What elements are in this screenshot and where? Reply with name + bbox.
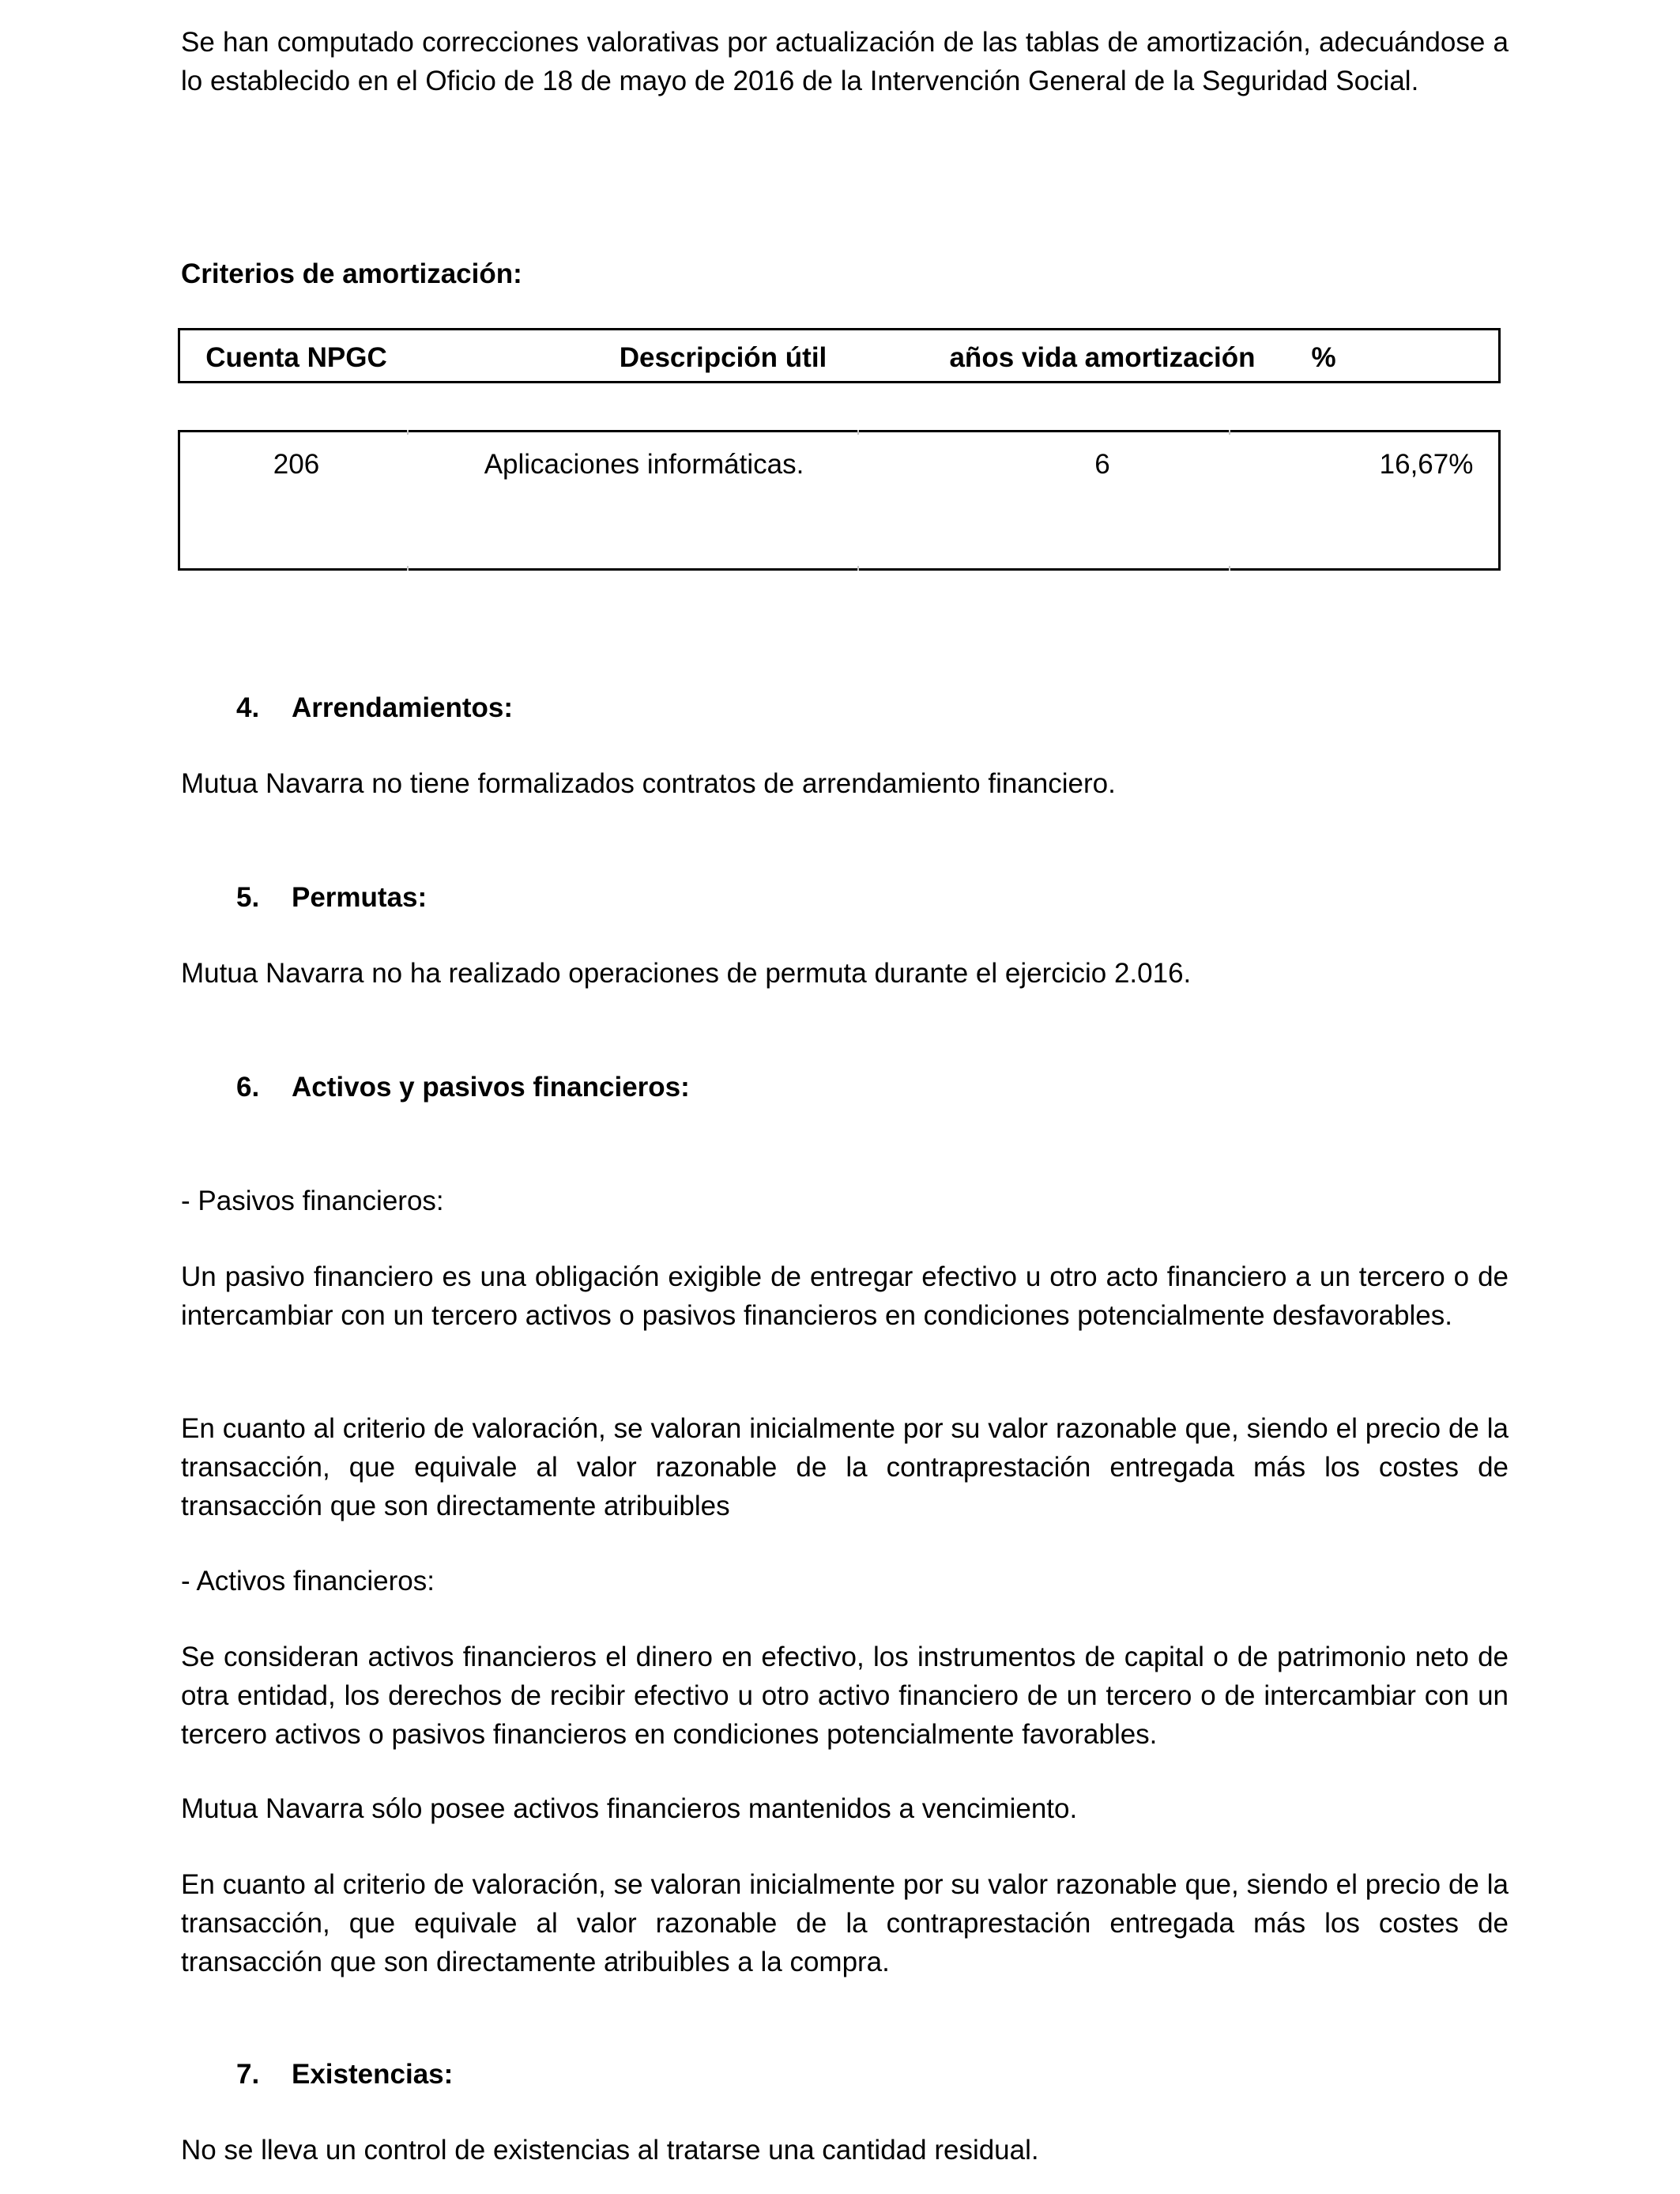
liabilities-label: - Pasivos financieros: (181, 1186, 444, 1216)
section-number: 5. (236, 882, 260, 913)
section-title: Permutas: (292, 882, 428, 913)
liabilities-valuation: En cuanto al criterio de valoración, se valoran inicialmente por su valor razonable que, siendo el precio de la transacción, que equivale al valor razonable de la contraprestación entregada más los costes de transacción que son directamente atribuibles (181, 1413, 1509, 1521)
inventory-paragraph: No se lleva un control de existencias al tratarse una cantidad residual. (181, 2135, 1039, 2166)
assets-valuation: En cuanto al criterio de valoración, se valoran inicialmente por su valor razonable que, siendo el precio de la transacción, que equivale al valor razonable de la contraprestación entregada más los costes de transacción que son directamente atribuibles a la compra. (181, 1869, 1509, 1977)
section-title: Arrendamientos: (292, 692, 514, 723)
liabilities-definition: Un pasivo financiero es una obligación exigible de entregar efectivo u otro acto financiero a un tercero o de intercambiar con un tercero activos o pasivos financieros en condiciones potencialmente desfavorables. (181, 1261, 1509, 1331)
section-heading-leases (236, 688, 947, 727)
column-divider (857, 566, 859, 571)
cell-percent: 16,67% (1379, 449, 1474, 480)
section-heading-financial (236, 1068, 947, 1106)
section-number: 7. (236, 2059, 260, 2090)
amortization-table-header (178, 328, 1501, 383)
cell-account: 206 (273, 449, 320, 480)
column-divider (1229, 566, 1230, 571)
swaps-paragraph: Mutua Navarra no ha realizado operaciones de permuta durante el ejercicio 2.016. (181, 958, 1192, 989)
header-cell-account: Cuenta NPGC (205, 342, 387, 373)
column-divider (857, 430, 859, 435)
cell-years: 6 (1094, 449, 1110, 480)
section-heading-swaps (236, 878, 947, 917)
column-divider (407, 566, 409, 571)
header-cell-percent: % (1311, 342, 1336, 373)
assets-definition: Se consideran activos financieros el dinero en efectivo, los instrumentos de capital o de patrimonio neto de otra entidad, los derechos de recibir efectivo u otro activo financiero de un tercero o de intercambiar con un tercero activos o pasivos financieros en condiciones potencialmente favorables. (181, 1642, 1509, 1750)
column-divider (407, 430, 409, 435)
amortization-title: Criterios de amortización: (181, 258, 522, 289)
amortization-table-body (178, 430, 1501, 571)
leases-paragraph: Mutua Navarra no tiene formalizados contratos de arrendamiento financiero. (181, 768, 1116, 799)
section-title: Existencias: (292, 2059, 454, 2090)
header-cell-years: años vida amortización (949, 342, 1256, 373)
section-number: 4. (236, 692, 260, 723)
column-divider (1229, 430, 1230, 435)
section-number: 6. (236, 1072, 260, 1103)
intro-paragraph: Se han computado correcciones valorativas por actualización de las tablas de amortización, adecuándose a lo establecido en el Oficio de 18 de mayo de 2016 de la Intervención General de la Seguridad Social. (181, 27, 1509, 96)
cell-description: Aplicaciones informáticas. (484, 449, 804, 480)
section-title: Activos y pasivos financieros: (292, 1072, 690, 1103)
assets-label: - Activos financieros: (181, 1566, 435, 1596)
header-cell-description: Descripción útil (619, 342, 827, 373)
assets-held: Mutua Navarra sólo posee activos financieros mantenidos a vencimiento. (181, 1793, 1078, 1824)
section-heading-inventory (236, 2055, 947, 2094)
